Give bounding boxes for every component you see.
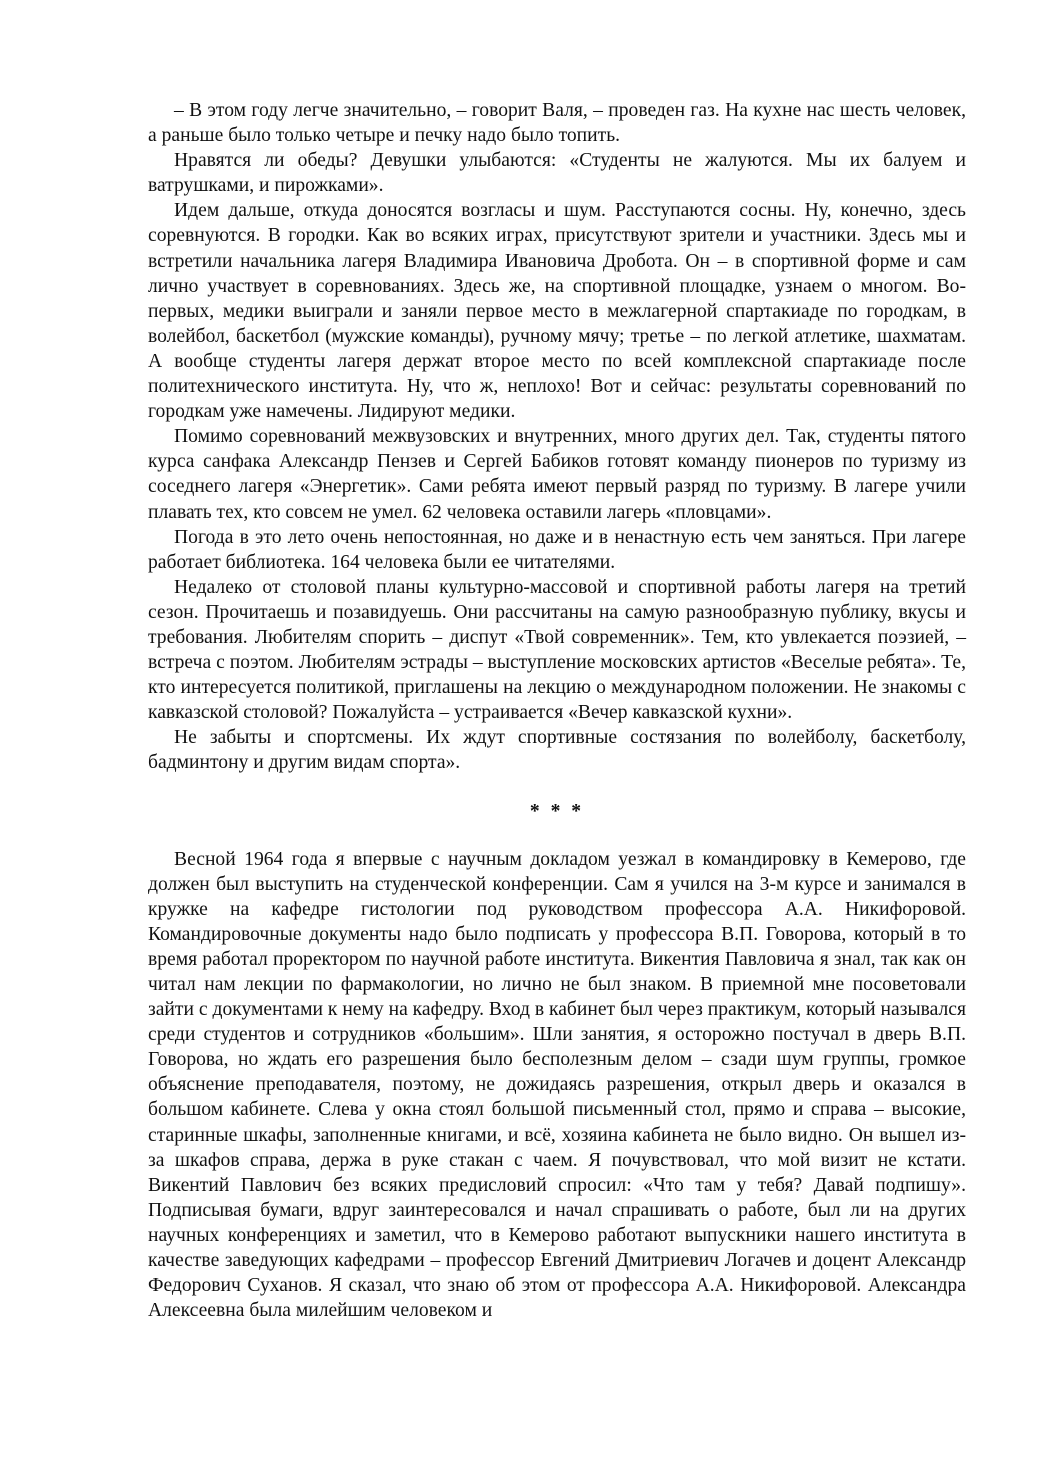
paragraph-sportsmen: Не забыты и спортсмены. Их ждут спортивные состязания по волейболу, баскетболу, бадминтону и другим видам спорта». xyxy=(148,727,966,774)
paragraph-gorodki-competition: Идем дальше, откуда доносятся возгласы и шум. Расступаются сосны. Ну, конечно, здесь соревнуются. В городки. Как во всяких играх, присутствуют зрители и участники. Здесь мы и встретили начальника лагеря Владимира Ивановича Дробота. Он – в спортивной форме и сам лично участвует в соревнованиях. Здесь же, на спортивной площадке, узнаем о многом. Во-первых, медики выиграли и заняли первое место в межлагерной спартакиаде по городкам, в волейбол, баскетбол (мужские команды), ручному мячу; третье – по легкой атлетике, шахматам. А вообще студенты лагеря держат второе место по всей комплексной спартакиаде после политехнического института. Ну, что ж, неплохо! Вот и сейчас: результаты соревнований по городкам уже намечены. Лидируют медики. xyxy=(148,200,966,423)
paragraph-weather-library: Погода в это лето очень непостоянная, но даже и в ненастную есть чем заняться. При лагере работает библиотека. 164 человека были ее читателями. xyxy=(148,526,966,573)
paragraph-lunches: Нравятся ли обеды? Девушки улыбаются: «Студенты не жалуются. Мы их балуем и ватрушками, и пирожками». xyxy=(148,150,966,197)
paragraph-other-activities: Помимо соревнований межвузовских и внутренних, много других дел. Так, студенты пятого курса санфака Александр Пензев и Сергей Бабиков готовят команду пионеров по туризму из соседнего лагеря «Энергетик». Сами ребята имеют первый разряд по туризму. В лагере учили плавать тех, кто совсем не умел. 62 человека оставили лагерь «пловцами». xyxy=(148,426,966,523)
paragraph-spring-1964: Весной 1964 года я впервые с научным докладом уезжал в командировку в Кемерово, где должен был выступить на студенческой конференции. Сам я учился на 3-м курсе и занимался в кружке на кафедре гистологии под руководством профессора А.А. Никифоровой. Командировочные документы надо было подписать у профессора В.П. Говорова, который в то время работал проректором по научной работе института. Викентия Павловича я знал, так как он читал нам лекции по фармакологии, но лично не был знаком. В приемной мне посоветовали зайти с документами к нему на кафедру. Вход в кабинет был через практикум, который назывался среди студентов и сотрудников «большим». Шли занятия, я осторожно постучал в дверь В.П. Говорова, но ждать его разрешения было бесполезным делом – сзади шум группы, громкое объяснение преподавателя, поэтому, не дожидаясь разрешения, открыл дверь и оказался в большом кабинете. Слева у окна стоял большой письменный стол, прямо и справа – высокие, старинные шкафы, заполненные книгами, и всё, хозяина кабинета не было видно. Он вышел из-за шкафов справа, держа в руке стакан с чаем. Я почувствовал, что мой визит не кстати. Викентий Павлович без всяких предисловий спросил: «Что там у тебя? Давай подпишу». Подписывая бумаги, вдруг заинтересовался и начал спрашивать о работе, был ли на других научных конференциях и заметил, что в Кемерово работают выпускники нашего института в качестве заведующих кафедрами – профессор Евгений Дмитриевич Логачев и доцент Александр Федорович Суханов. Я сказал, что знаю об этом от профессора А.А. Никифоровой. Александра Алексеевна была милейшим человеком и xyxy=(148,848,966,1322)
section-separator: * * * xyxy=(529,800,585,822)
paragraph-valya-gas: – В этом году легче значительно, – говорит Валя, – проведен газ. На кухне нас шесть человек, а раньше было только четыре и печку надо было топить. xyxy=(148,100,966,147)
document-page xyxy=(148,98,966,1323)
paragraph-cultural-plans: Недалеко от столовой планы культурно-массовой и спортивной работы лагеря на третий сезон. Прочитаешь и позавидуешь. Они рассчитаны на самую разнообразную публику, вкусы и требования. Любителям спорить – диспут «Твой современник». Тем, кто увлекается поэзией, – встреча с поэтом. Любителям эстрады – выступление московских артистов «Веселые ребята». Те, кто интересуется политикой, приглашены на лекцию о международном положении. Не знакомы с кавказской столовой? Пожалуйста – устраивается «Вечер кавказской кухни». xyxy=(148,576,966,724)
